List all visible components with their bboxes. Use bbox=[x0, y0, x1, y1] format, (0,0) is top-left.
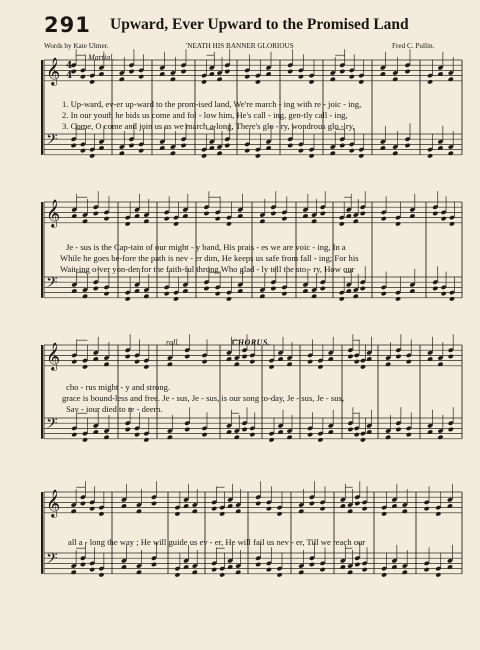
bass-clef-icon: 𝄢 bbox=[46, 550, 58, 571]
bass-clef-icon: 𝄢 bbox=[46, 131, 58, 152]
note-head bbox=[362, 506, 368, 511]
note-head bbox=[255, 501, 261, 506]
note-head bbox=[309, 79, 315, 84]
note-head bbox=[203, 286, 209, 291]
note-head bbox=[89, 153, 95, 158]
note-head bbox=[164, 291, 170, 296]
chorus-heading: CHORUS. bbox=[232, 338, 271, 347]
lyric-line: 2. In our youth he bids us come and fol - low him, He's call - ing, gen-tly call - ing, bbox=[62, 110, 348, 120]
note-head bbox=[354, 562, 360, 567]
note-head bbox=[435, 511, 441, 516]
note-head bbox=[128, 143, 134, 148]
lyric-line: grace is bound-less and free. Je - sus, Je - sus, is our song to-day, Je - sus, Je - sus, bbox=[62, 393, 345, 403]
note-head bbox=[164, 216, 170, 221]
note-head bbox=[320, 211, 326, 216]
note-head bbox=[448, 427, 454, 432]
note-head bbox=[435, 572, 441, 577]
note-head bbox=[128, 69, 134, 74]
note-head bbox=[309, 153, 315, 158]
lyric-line: 3. Come, O come and join us as we march a-long, There's glo - ry, wondrous glo - ry, bbox=[62, 121, 355, 131]
note-head bbox=[89, 567, 95, 572]
note-head bbox=[354, 501, 360, 506]
note-head bbox=[360, 437, 366, 442]
note-head bbox=[184, 354, 190, 359]
note-head bbox=[174, 572, 180, 577]
note-head bbox=[358, 153, 364, 158]
note-head bbox=[138, 74, 144, 79]
note-head bbox=[134, 432, 140, 437]
treble-clef-icon: 𝄞 bbox=[46, 57, 61, 85]
note-head bbox=[80, 74, 86, 79]
note-head bbox=[226, 296, 232, 301]
bass-staff bbox=[44, 542, 462, 577]
note-head bbox=[201, 153, 207, 158]
note-head bbox=[269, 364, 275, 369]
note-head bbox=[354, 432, 360, 437]
note-head bbox=[173, 296, 179, 301]
bass-clef-icon: 𝄢 bbox=[46, 274, 58, 295]
note-head bbox=[270, 286, 276, 291]
note-head bbox=[93, 286, 99, 291]
note-head bbox=[298, 148, 304, 153]
note-head bbox=[184, 427, 190, 432]
note-head bbox=[449, 221, 455, 226]
note-head bbox=[281, 291, 287, 296]
tempo-marking: Martial. bbox=[88, 53, 115, 62]
note-head bbox=[317, 364, 323, 369]
note-head bbox=[80, 148, 86, 153]
note-head bbox=[360, 211, 366, 216]
note-head bbox=[151, 562, 157, 567]
lyric-line: all a - long the way ; He will guide us ev - er, He will fail us nev - er, Till we reach our bbox=[68, 537, 366, 547]
note-head bbox=[424, 506, 430, 511]
note-head bbox=[358, 79, 364, 84]
note-head bbox=[211, 506, 217, 511]
note-head bbox=[255, 153, 261, 158]
note-head bbox=[381, 572, 387, 577]
note-head bbox=[339, 143, 345, 148]
note-head bbox=[287, 69, 293, 74]
note-head bbox=[151, 501, 157, 506]
note-head bbox=[424, 567, 430, 572]
note-head bbox=[307, 359, 313, 364]
note-head bbox=[349, 74, 355, 79]
note-head bbox=[249, 432, 255, 437]
note-head bbox=[405, 69, 411, 74]
note-head bbox=[244, 148, 250, 153]
treble-staff bbox=[44, 191, 462, 228]
note-head bbox=[98, 511, 104, 516]
note-head bbox=[320, 567, 326, 572]
note-head bbox=[202, 432, 208, 437]
note-head bbox=[395, 427, 401, 432]
time-signature: 4 bbox=[66, 61, 73, 71]
note-head bbox=[381, 511, 387, 516]
note-head bbox=[125, 221, 131, 226]
note-head bbox=[406, 432, 412, 437]
treble-clef-icon: 𝄞 bbox=[46, 199, 61, 227]
note-head bbox=[266, 567, 272, 572]
note-head bbox=[173, 221, 179, 226]
note-head bbox=[219, 511, 225, 516]
treble-staff bbox=[44, 481, 462, 518]
note-head bbox=[80, 501, 86, 506]
note-head bbox=[143, 364, 149, 369]
note-head bbox=[211, 567, 217, 572]
note-head bbox=[298, 74, 304, 79]
note-head bbox=[202, 359, 208, 364]
note-head bbox=[427, 79, 433, 84]
note-head bbox=[448, 354, 454, 359]
note-head bbox=[317, 437, 323, 442]
music-system bbox=[42, 481, 462, 577]
note-head bbox=[98, 572, 104, 577]
note-head bbox=[441, 291, 447, 296]
note-head bbox=[395, 221, 401, 226]
bass-clef-icon: 𝄢 bbox=[46, 415, 58, 436]
note-head bbox=[362, 567, 368, 572]
note-head bbox=[103, 291, 109, 296]
note-head bbox=[181, 69, 187, 74]
note-head bbox=[82, 364, 88, 369]
note-head bbox=[309, 501, 315, 506]
note-head bbox=[224, 69, 230, 74]
note-head bbox=[203, 211, 209, 216]
note-head bbox=[405, 143, 411, 148]
hymn-number: 291 bbox=[44, 13, 91, 37]
note-head bbox=[71, 143, 77, 148]
note-head bbox=[125, 296, 131, 301]
note-head bbox=[320, 506, 326, 511]
note-head bbox=[134, 359, 140, 364]
note-head bbox=[138, 148, 144, 153]
note-head bbox=[347, 427, 353, 432]
note-head bbox=[242, 354, 248, 359]
note-head bbox=[226, 221, 232, 226]
note-head bbox=[432, 286, 438, 291]
note-head bbox=[82, 437, 88, 442]
tune-name: 'NEATH HIS BANNER GLORIOUS bbox=[186, 42, 294, 50]
time-signature: 4 bbox=[66, 71, 73, 81]
note-head bbox=[93, 211, 99, 216]
treble-staff bbox=[44, 334, 462, 371]
note-head bbox=[215, 291, 221, 296]
note-head bbox=[89, 506, 95, 511]
note-head bbox=[360, 286, 366, 291]
lyric-line: Wait-ing o-ver yon-der for the faith-ful throng Who glad - ly tell the sto - ry, How our bbox=[60, 264, 355, 274]
note-head bbox=[309, 562, 315, 567]
note-head bbox=[71, 432, 77, 437]
note-head bbox=[201, 79, 207, 84]
lyric-line: Sav - iour died to re - deem. bbox=[66, 404, 163, 414]
note-head bbox=[287, 143, 293, 148]
lyric-line: cho - rus might - y and strong. bbox=[66, 382, 171, 392]
words-credit: Words by Kate Ulmer. bbox=[44, 42, 109, 50]
note-head bbox=[449, 296, 455, 301]
note-head bbox=[354, 359, 360, 364]
note-head bbox=[339, 221, 345, 226]
treble-clef-icon: 𝄞 bbox=[46, 342, 61, 370]
note-head bbox=[320, 286, 326, 291]
note-head bbox=[125, 427, 131, 432]
note-head bbox=[347, 354, 353, 359]
note-head bbox=[71, 359, 77, 364]
note-head bbox=[215, 216, 221, 221]
note-head bbox=[174, 511, 180, 516]
note-head bbox=[270, 211, 276, 216]
hymn-title: Upward, Ever Upward to the Promised Land bbox=[110, 16, 409, 33]
note-head bbox=[244, 74, 250, 79]
music-credit: Fred C. Pullin. bbox=[392, 42, 435, 50]
treble-staff bbox=[44, 49, 462, 86]
note-head bbox=[219, 572, 225, 577]
note-head bbox=[255, 79, 261, 84]
note-head bbox=[266, 506, 272, 511]
note-head bbox=[269, 437, 275, 442]
note-head bbox=[181, 143, 187, 148]
note-head bbox=[395, 354, 401, 359]
note-head bbox=[143, 437, 149, 442]
note-head bbox=[249, 359, 255, 364]
note-head bbox=[360, 364, 366, 369]
note-head bbox=[339, 69, 345, 74]
note-head bbox=[406, 359, 412, 364]
note-head bbox=[349, 148, 355, 153]
note-head bbox=[395, 296, 401, 301]
treble-clef-icon: 𝄞 bbox=[46, 489, 61, 517]
lyric-line: While he goes be-fore the path is nev - er dim, He keeps us safe from fall - ing; For his bbox=[60, 253, 359, 263]
note-head bbox=[80, 562, 86, 567]
lyric-line: 1. Up-ward, ev-er up-ward to the prom-ised land, We're march - ing with re - joic - ing, bbox=[62, 99, 362, 109]
note-head bbox=[381, 291, 387, 296]
lyric-line: Je - sus is the Cap-tain of our might - y band, His prais - es we are voic - ing, In a bbox=[66, 242, 346, 252]
note-head bbox=[255, 562, 261, 567]
note-head bbox=[242, 427, 248, 432]
rall-marking: rall. bbox=[166, 338, 180, 347]
note-head bbox=[307, 432, 313, 437]
note-head bbox=[277, 511, 283, 516]
note-head bbox=[125, 354, 131, 359]
note-head bbox=[427, 153, 433, 158]
note-head bbox=[441, 216, 447, 221]
note-head bbox=[103, 216, 109, 221]
note-head bbox=[224, 143, 230, 148]
note-head bbox=[277, 572, 283, 577]
note-head bbox=[432, 211, 438, 216]
note-head bbox=[339, 296, 345, 301]
note-head bbox=[89, 79, 95, 84]
note-head bbox=[281, 216, 287, 221]
note-head bbox=[381, 216, 387, 221]
